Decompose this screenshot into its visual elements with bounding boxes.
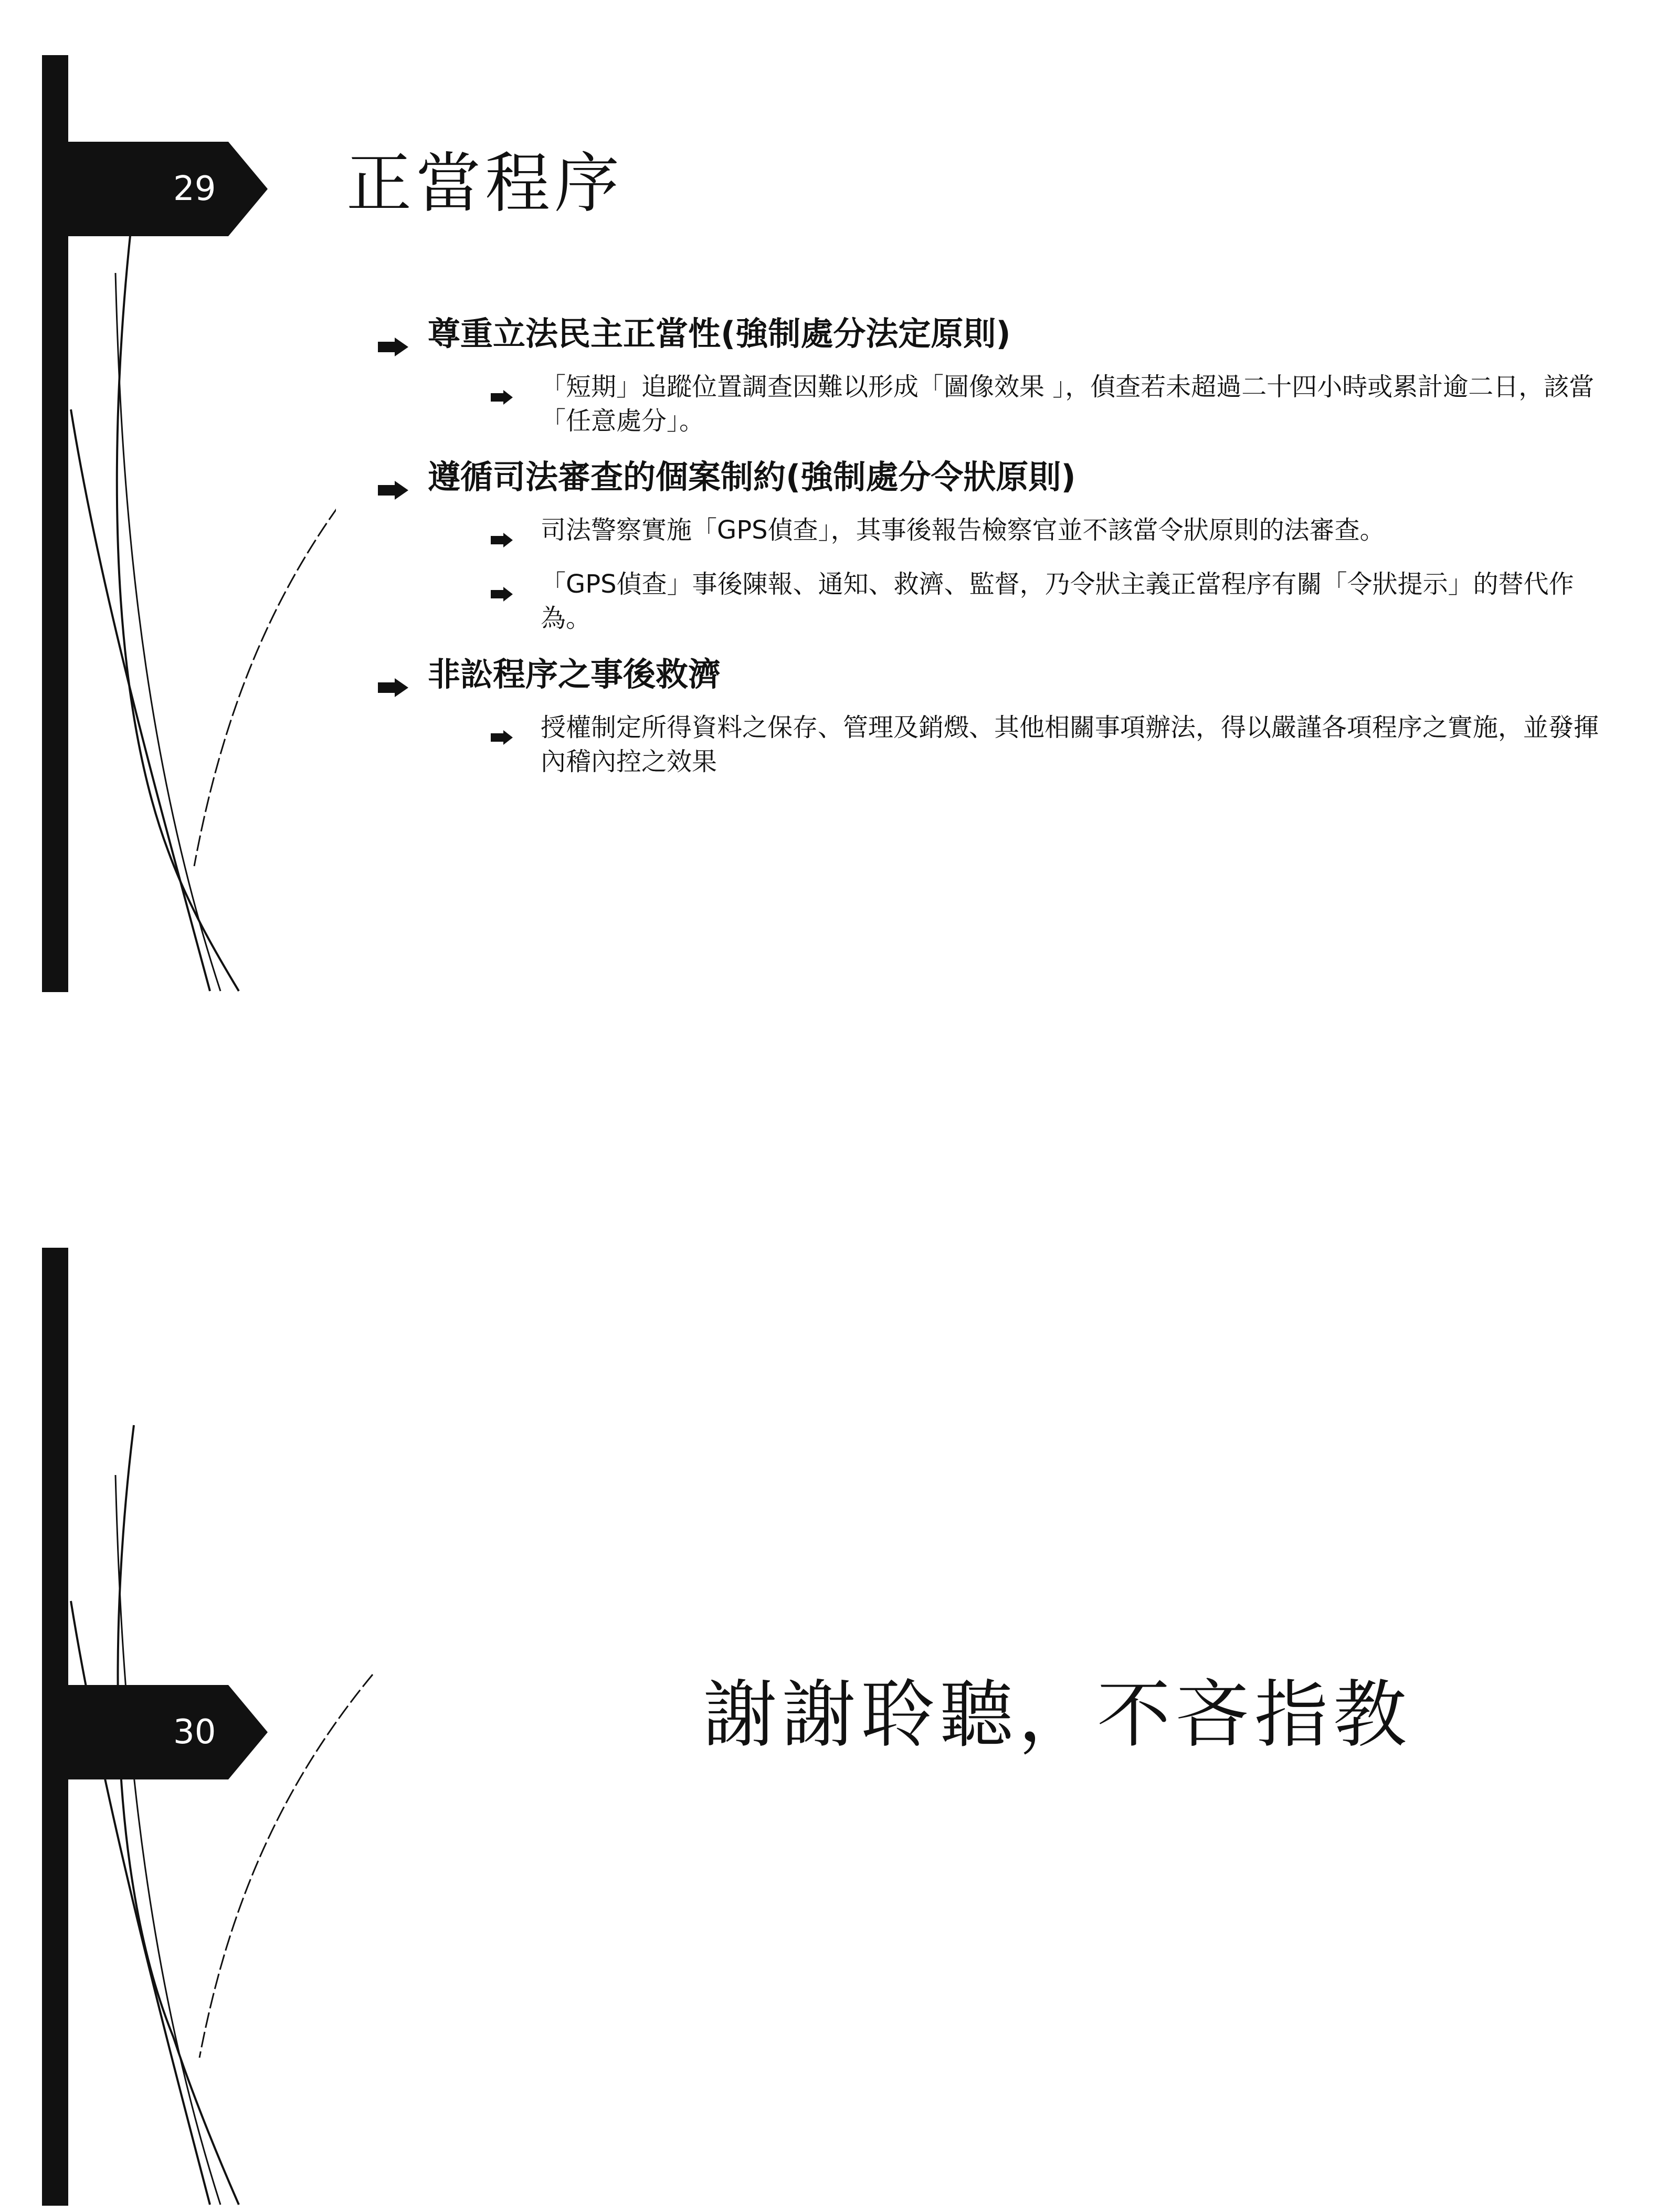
arrow-right-icon (491, 720, 513, 754)
sub-bullet-list (428, 513, 1606, 635)
arrow-right-icon (491, 576, 513, 610)
slide-30 (0, 1239, 1657, 2212)
slide-number: 29 (173, 170, 216, 208)
slide-number: 30 (173, 1713, 216, 1752)
curve-line (71, 409, 210, 991)
sub-bullet-item: 「GPS偵查」事後陳報、通知、救濟、監督，乃令狀主義正當程序有關「令狀提示」的替代作為。 (491, 567, 1606, 636)
sub-bullet-list (428, 711, 1606, 779)
sub-bullet-item: 授權制定所得資料之保存、管理及銷燬、其他相關事項辦法，得以嚴謹各項程序之實施，並發揮內稽內控之效果 (491, 711, 1606, 779)
curve-line (115, 1475, 220, 2205)
bullet-heading: 尊重立法民主正當性(強制處分法定原則) 「短期」追蹤位置調查因難以形成「圖像效果 」，偵查若未超過二十四小時或累計逾二日，該當「任意處分」。 (378, 315, 1606, 438)
curve-line (194, 475, 336, 866)
arrow-right-icon (491, 522, 513, 556)
curve-line (118, 1425, 239, 2205)
slide-title: 正當程序 (346, 146, 624, 222)
arrow-right-icon (378, 667, 408, 704)
bullet-list (378, 315, 1606, 798)
bullet-heading: 遵循司法審查的個案制約(強制處分令狀原則) 司法警察實施「GPS偵查」，其事後報告檢察官並不該當令狀原則的法審查。 「GPS偵查」事後陳報、通知、救濟、監督，乃令狀主義正當程序有關「令狀提示」的替代作為。 (378, 458, 1606, 636)
bullet-heading: 非訟程序之事後救濟 授權制定所得資料之保存、管理及銷燬、其他相關事項辦法，得以嚴謹各項程序之實施，並發揮內稽內控之效果 (378, 656, 1606, 779)
slide-number-tag (42, 142, 268, 236)
sub-bullet-list (428, 370, 1606, 438)
curve-line (115, 273, 220, 991)
sub-bullet-item: 「短期」追蹤位置調查因難以形成「圖像效果 」，偵查若未超過二十四小時或累計逾二日，該當「任意處分」。 (491, 370, 1606, 438)
curve-line (117, 226, 239, 991)
arrow-right-icon (491, 380, 513, 414)
slide-29 (0, 0, 1657, 997)
arrow-right-icon (378, 326, 408, 364)
sub-bullet-item: 司法警察實施「GPS偵查」，其事後報告檢察官並不該當令狀原則的法審查。 (491, 513, 1606, 547)
slide-number-tag (42, 1685, 268, 1779)
arrow-right-icon (378, 470, 408, 507)
closing-message: 謝謝聆聽，不吝指教 (703, 1672, 1412, 1758)
